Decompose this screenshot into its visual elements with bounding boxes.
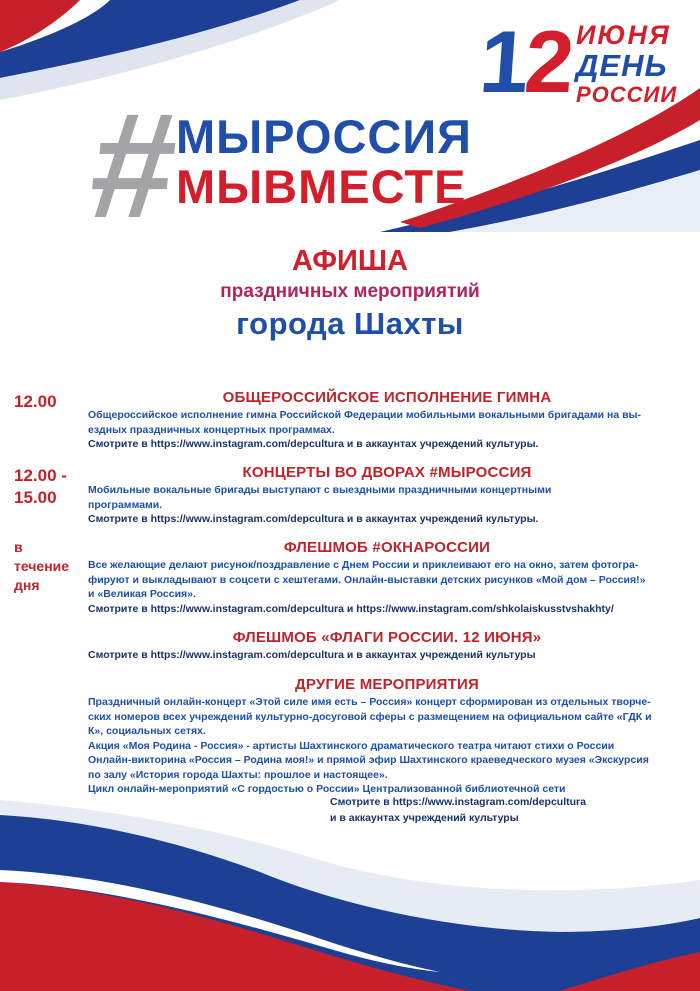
final-watch-line: Смотрите в https://www.instagram.com/depcultura [330, 796, 586, 808]
event-desc-line: Акция «Моя Родина - Россия» - артисты Шахтинского драматического театра читают стихи о России [88, 739, 615, 752]
logo-line2: РОССИИ [576, 82, 678, 107]
logo-month: ИЮНЯ [576, 20, 671, 50]
final-watch-block [330, 794, 586, 826]
event-title: КОНЦЕРТЫ ВО ДВОРАХ #МЫРОССИЯ [242, 464, 532, 481]
event-watch-link: Смотрите в https://www.instagram.com/depcultura и в аккаунтах учреждений культуры. [88, 438, 539, 450]
event-time-line: 12.00 - [14, 466, 67, 485]
page-subtitle: праздничных мероприятий [220, 281, 480, 302]
event-time: 12.00 [14, 392, 57, 411]
event-windows-flashmob [88, 538, 686, 616]
event-desc-line: ездных праздничных концертных программах. [88, 423, 335, 436]
event-desc-line: Общероссийское исполнение гимна Российской Федерации мобильными вокальными бригадами на вы- [88, 409, 642, 421]
event-flags-flashmob [88, 628, 686, 663]
event-watch-link: Смотрите в https://www.instagram.com/depcultura и в аккаунтах учреждений культуры. [88, 513, 539, 525]
city-title: города Шахты [236, 306, 464, 341]
logo-line1: ДЕНЬ [576, 48, 668, 83]
event-desc-line: К», социальных сетях. [88, 725, 206, 737]
event-desc-line: фируют и выкладывают в соцсети с хештегами. Онлайн-выставки детских рисунков «Мой дом – Россия!» [88, 573, 646, 586]
event-title: ДРУГИЕ МЕРОПРИЯТИЯ [295, 676, 479, 693]
event-desc-line: по залу «История города Шахты: прошлое и настоящее». [88, 768, 388, 781]
event-yard-concerts [88, 463, 686, 527]
hashtag-line-2: МЫВМЕСТЕ [176, 160, 467, 213]
event-time [14, 538, 84, 595]
event-title: ФЛЕШМОБ #ОКНАРОССИИ [283, 539, 491, 556]
page-title: АФИША [292, 245, 408, 277]
event-desc-line: Мобильные вокальные бригады выступают с выездными праздничными концертными [88, 484, 552, 496]
logo-digit: 2 [521, 12, 574, 111]
event-desc-line: программами. [88, 498, 163, 511]
event-desc-line: и «Великая Россия». [88, 588, 196, 600]
logo-digit: 1 [476, 12, 529, 111]
hashtag-symbol: # [83, 81, 185, 249]
event-watch-link: Смотрите в https://www.instagram.com/depcultura и https://www.instagram.com/shkolaiskusstvshakhty/ [88, 602, 614, 615]
event-time-line: течение [14, 558, 70, 574]
event-other [88, 675, 686, 797]
event-title: ФЛЕШМОБ «ФЛАГИ РОССИИ. 12 ИЮНЯ» [232, 629, 542, 646]
event-title: ОБЩЕРОССИЙСКОЕ ИСПОЛНЕНИЕ ГИМНА [222, 389, 552, 406]
event-time [14, 465, 84, 509]
event-watch-link: Смотрите в https://www.instagram.com/depcultura и в аккаунтах учреждений культуры [88, 649, 536, 661]
event-time-line: в [14, 539, 23, 555]
event-desc-line: ских номеров всех учреждений культурно-досуговой сферы с размещением на официальном сайте «ГДК и [88, 710, 652, 723]
event-desc-line: Праздничный онлайн-концерт «Этой силе имя есть – Россия» концерт сформирован из отдельных творче- [88, 696, 651, 708]
event-desc-line: Цикл онлайн-мероприятий «С гордостью о России» Централизованной библиотечной сети [88, 783, 566, 795]
event-time-line: 15.00 [14, 488, 57, 507]
event-anthem [88, 388, 686, 452]
event-desc-line: Онлайн-викторина «Россия – Родина моя!» и прямой эфир Шахтинского краеведческого музея «Экскурсия [88, 754, 649, 766]
hashtag-line-1: МЫРОССИЯ [176, 110, 472, 163]
day-of-russia-logo [476, 12, 690, 111]
event-desc-line: Все желающие делают рисунок/поздравление с Днем России и приклеивают его на окно, затем фотогра- [88, 559, 639, 571]
logo-day-number [476, 12, 574, 111]
final-watch-line: и в аккаунтах учреждений культуры [330, 812, 519, 824]
event-time-line: дня [14, 577, 40, 593]
